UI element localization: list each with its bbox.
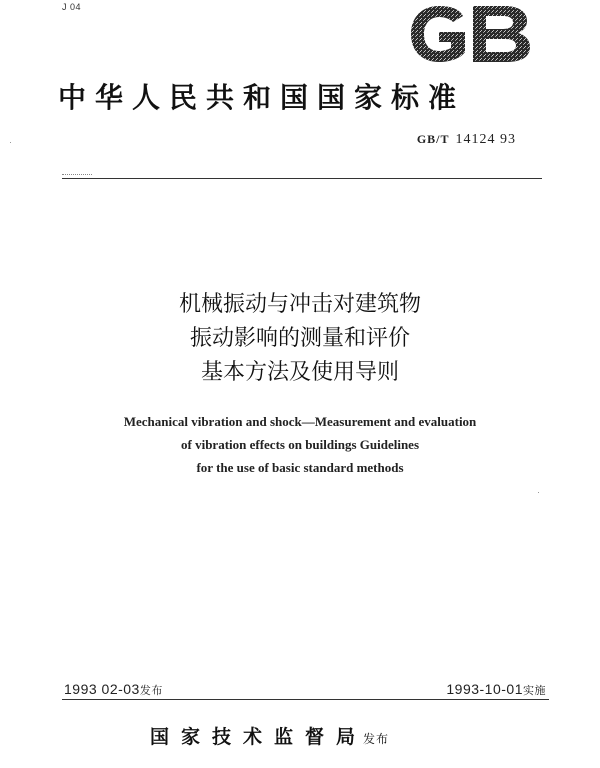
ics-code: J 04 (62, 2, 82, 12)
top-divider-dots (62, 174, 92, 175)
effective-date-label: 实施 (523, 684, 546, 697)
english-title-line: for the use of basic standard methods (196, 460, 404, 475)
standard-code-number: 14124 93 (455, 132, 516, 147)
issue-date (64, 681, 163, 698)
standard-name: 中华人民共和国国家标准 (58, 81, 466, 114)
standard-code-prefix: GB/T (416, 132, 450, 146)
issue-date-value: 1993 02-03 (64, 681, 140, 697)
bottom-divider (62, 699, 549, 700)
gb-logo-icon (405, 2, 535, 64)
english-title-line: of vibration effects on buildings Guidelines (181, 437, 419, 452)
issue-date-label: 发布 (139, 684, 163, 697)
effective-date-value: 1993-10-01 (446, 681, 523, 697)
chinese-title-line: 基本方法及使用导则 (200, 360, 399, 385)
chinese-title-line: 振动影响的测量和评价 (189, 326, 410, 351)
english-title-line: Mechanical vibration and shock—Measurement and evaluation (123, 414, 477, 429)
effective-date (446, 681, 546, 698)
scan-speck (538, 492, 539, 493)
chinese-title-line: 机械振动与冲击对建筑物 (178, 292, 421, 317)
english-title (0, 410, 600, 479)
standard-code (417, 132, 516, 148)
issuer (150, 722, 389, 749)
issuer-action: 发布 (363, 732, 390, 746)
issuer-name: 国家技术监督局 (150, 726, 368, 748)
scan-speck (10, 142, 11, 143)
top-divider (62, 178, 542, 179)
chinese-title (0, 288, 600, 390)
